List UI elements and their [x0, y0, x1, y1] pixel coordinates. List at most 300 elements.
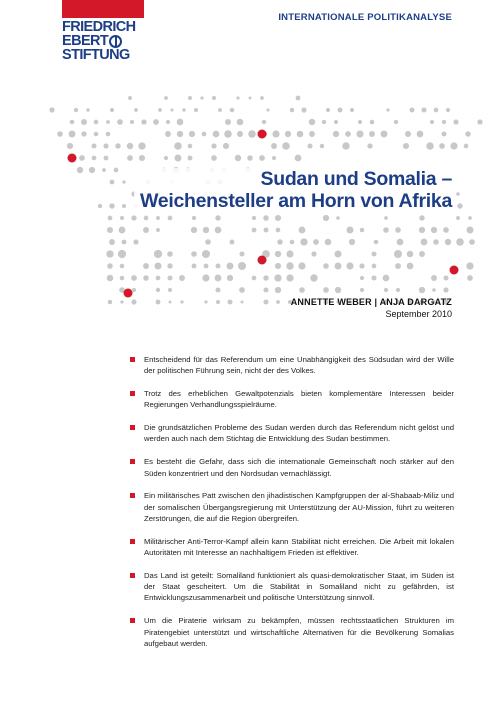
map-dot: [175, 155, 182, 162]
map-dot: [336, 216, 340, 220]
list-item-text: Militärischer Anti-Terror-Kampf allein kann Stabilität nicht erreichen. Die Arbeit mit lokalen Autoritäten mit Interesse an nachhaltigem Frieden ist effektiver.: [144, 536, 454, 558]
map-dot: [282, 142, 290, 150]
map-dot: [120, 264, 125, 269]
map-dot: [383, 227, 389, 233]
map-dot: [286, 250, 293, 257]
map-dot: [421, 107, 426, 112]
map-dot: [407, 263, 414, 270]
bullet-square-icon: [130, 459, 135, 464]
map-dot: [299, 287, 305, 293]
map-dot: [122, 180, 125, 183]
map-dot: [383, 275, 390, 282]
map-dot: [115, 143, 120, 148]
map-dot: [120, 276, 125, 281]
map-dot: [202, 132, 207, 137]
map-dot: [182, 108, 185, 111]
map-dot: [384, 216, 388, 220]
map-dot: [133, 239, 138, 244]
map-dot: [276, 228, 281, 233]
map-dot: [403, 143, 409, 149]
map-dot: [144, 216, 149, 221]
map-dot: [371, 251, 376, 256]
map-dot: [156, 300, 161, 305]
map-dot: [164, 96, 168, 100]
map-dot: [426, 142, 434, 150]
map-dot: [216, 264, 221, 269]
map-dot: [446, 108, 450, 112]
map-dot: [227, 275, 233, 281]
map-dot: [108, 216, 113, 221]
list-item-text: Es besteht die Gefahr, dass sich die internationale Gemeinschaft noch stärker auf den Süden konzentriert und den Nordsudan vernachlässigt.: [144, 457, 454, 478]
map-dot: [433, 239, 439, 245]
map-dot: [239, 251, 244, 256]
list-item: [130, 456, 454, 479]
map-dot: [143, 263, 149, 269]
logo-line-3: STIFTUNG: [62, 47, 130, 63]
map-dot: [205, 239, 211, 245]
map-dot: [215, 275, 222, 282]
map-dot: [77, 167, 83, 173]
map-dot: [395, 227, 401, 233]
map-dot: [417, 131, 424, 138]
map-dot: [230, 240, 235, 245]
logo-red-bar: [62, 0, 144, 18]
map-dot: [110, 108, 114, 112]
list-item-text: Um die Piraterie wirksam zu bekämpfen, müssen rechtsstaatlichen Strukturen im Piratengebiet unterstützt und wirtschaftliche Alternativen für die Bevölkerung Somalias aufgebaut werden.: [144, 616, 454, 648]
map-dot: [227, 263, 234, 270]
map-dot: [276, 300, 280, 304]
map-dot: [70, 120, 75, 125]
map-dot: [92, 156, 97, 161]
map-dot: [216, 300, 220, 304]
map-dot: [410, 108, 415, 113]
map-dot: [350, 108, 354, 112]
map-dot: [442, 132, 447, 137]
map-dot: [238, 262, 246, 270]
map-dot: [164, 156, 168, 160]
series-label: INTERNATIONALE POLITIKANALYSE: [278, 12, 452, 23]
bullet-square-icon: [130, 357, 135, 362]
map-dot: [275, 263, 281, 269]
map-dot: [263, 215, 269, 221]
author-block: [291, 296, 452, 320]
map-dot: [456, 238, 464, 246]
page-title: [134, 168, 452, 212]
map-dot: [132, 288, 136, 292]
map-dot: [320, 144, 324, 148]
map-dot: [311, 251, 316, 256]
map-dot: [359, 263, 364, 268]
map-dot: [443, 227, 449, 233]
map-dot: [168, 288, 172, 292]
map-dot: [360, 228, 365, 233]
list-item: [130, 388, 454, 411]
logo-line-2: [62, 34, 152, 48]
map-dot: [467, 275, 473, 281]
map-dot: [394, 250, 402, 258]
map-dot: [108, 300, 112, 304]
map-dot: [386, 108, 389, 111]
map-dot: [102, 168, 106, 172]
map-dot: [168, 216, 173, 221]
map-dot: [131, 299, 136, 304]
map-dot: [325, 239, 332, 246]
map-dot: [131, 275, 137, 281]
map-dot: [372, 264, 377, 269]
map-dot: [104, 156, 109, 161]
map-dot: [272, 130, 279, 137]
map-dot: [167, 251, 173, 257]
map-dot: [143, 227, 149, 233]
map-dot: [156, 276, 161, 281]
map-dot: [192, 216, 196, 220]
map-dot: [57, 131, 63, 137]
map-dot: [334, 250, 341, 257]
map-dot: [369, 131, 375, 137]
map-dot: [174, 142, 182, 150]
map-dot: [106, 132, 111, 137]
map-dot: [134, 108, 138, 112]
map-dot: [191, 227, 197, 233]
map-dot: [396, 288, 400, 292]
map-dot: [266, 108, 269, 111]
map-dot: [298, 262, 305, 269]
map-dot: [477, 119, 482, 124]
map-dot: [335, 287, 341, 293]
map-dot: [81, 131, 86, 136]
map-dot: [275, 251, 281, 257]
map-dot: [419, 251, 425, 257]
map-dot: [277, 239, 283, 245]
list-item-text: Entscheidend für das Referendum um eine Unabhängigkeit des Südsudan wird der Wille der politischen Führung sein, nicht der des Volkes.: [144, 355, 454, 376]
map-dot: [191, 251, 197, 257]
logo-line-1: FRIEDRICH: [62, 19, 136, 35]
map-dot: [252, 216, 256, 220]
map-dot: [456, 192, 460, 196]
map-dot: [421, 239, 428, 246]
list-item: [130, 490, 454, 524]
map-dot: [371, 275, 376, 280]
map-dot: [103, 143, 108, 148]
map-dot: [286, 274, 293, 281]
map-dot: [189, 131, 195, 137]
map-dot: [114, 168, 119, 173]
map-dot: [153, 119, 159, 125]
map-dot: [349, 239, 355, 245]
map-dot: [211, 143, 216, 148]
map-dot: [356, 130, 363, 137]
map-dot: [156, 216, 160, 220]
map-dot: [119, 227, 126, 234]
map-highlight-dot: [258, 130, 267, 139]
map-dot: [249, 97, 252, 100]
map-dot: [237, 119, 244, 126]
map-dot: [299, 227, 306, 234]
map-dot: [141, 119, 146, 124]
map-dot: [263, 275, 268, 280]
map-dot: [128, 96, 132, 100]
map-dot: [240, 300, 243, 303]
map-dot: [120, 300, 123, 303]
map-dot: [260, 96, 264, 100]
map-dot: [86, 108, 90, 112]
map-dot: [274, 274, 281, 281]
map-dot: [247, 155, 253, 161]
map-highlight-dot: [124, 289, 133, 298]
map-dot: [122, 204, 126, 208]
map-dot: [445, 239, 451, 245]
map-dot: [122, 240, 127, 245]
map-dot: [397, 239, 404, 246]
map-dot: [259, 155, 265, 161]
bullet-square-icon: [130, 391, 135, 396]
map-dot: [252, 276, 257, 281]
map-dot: [154, 250, 162, 258]
map-dot: [334, 120, 338, 124]
logo-line-2-text: EBERT: [62, 33, 109, 49]
map-dot: [395, 263, 401, 269]
map-dot: [326, 108, 330, 112]
map-dot: [300, 238, 307, 245]
list-item-text: Ein militärisches Patt zwischen den jihadistischen Kampfgruppen der al-Shabaab-Miliz und der somalischen Übergangsregierung mit Unterstützung der AU-Mission, führt zu weiteren Zerstörungen, die auf die Region übergreifen.: [144, 491, 454, 523]
map-dot: [106, 250, 113, 257]
map-dot: [49, 107, 54, 112]
map-dot: [188, 156, 193, 161]
map-dot: [211, 155, 217, 161]
map-dot: [215, 215, 220, 220]
map-dot: [194, 108, 198, 112]
map-dot: [333, 131, 339, 137]
map-dot: [200, 96, 203, 99]
fes-logo: [62, 20, 152, 62]
map-dot: [450, 142, 457, 149]
map-dot: [188, 96, 192, 100]
map-dot: [131, 215, 136, 220]
bullet-square-icon: [130, 573, 135, 578]
title-line-2: Weichensteller am Horn von Afrika: [140, 190, 452, 212]
map-dot: [264, 228, 269, 233]
summary-list: [130, 354, 454, 661]
map-dot: [166, 120, 170, 124]
list-item-text: Die grundsätzlichen Probleme des Sudan werden durch das Referendum nicht gelöst und werden auch nach dem Stichtag die Entwicklung des Sudan bestimmen.: [144, 423, 454, 444]
map-dot: [138, 142, 145, 149]
map-dot: [167, 275, 172, 280]
map-dot: [434, 108, 439, 113]
map-dot: [347, 227, 354, 234]
map-dot: [407, 251, 414, 258]
map-dot: [180, 300, 183, 303]
map-dot: [69, 131, 76, 138]
map-dot: [309, 119, 316, 126]
map-dot: [94, 120, 99, 125]
map-dot: [130, 120, 134, 124]
map-dot: [384, 288, 388, 292]
map-dot: [307, 143, 312, 148]
map-dot: [381, 131, 388, 138]
map-dot: [177, 119, 184, 126]
map-dot: [360, 276, 364, 280]
title-line-1: Sudan und Somalia –: [260, 168, 452, 190]
map-dot: [81, 119, 87, 125]
map-dot: [301, 107, 306, 112]
map-dot: [271, 143, 277, 149]
map-dot: [338, 108, 343, 113]
list-item-text: Das Land ist geteilt: Somaliland funktioniert als quasi-demokratischer Staat, im Süden ist der Staat gescheitert. Um die Stabilität in Somaliland nicht zu gefährden, ist Entwicklungszusammenarbeit und politische Unterstützung sinnvoll.: [144, 570, 454, 603]
map-dot: [456, 216, 460, 220]
map-dot: [323, 263, 329, 269]
map-dot: [188, 144, 193, 149]
map-dot: [236, 96, 239, 99]
map-dot: [109, 203, 114, 208]
map-dot: [98, 204, 102, 208]
map-dot: [218, 108, 222, 112]
map-dot: [225, 119, 231, 125]
map-dot: [107, 263, 113, 269]
map-dot: [192, 264, 197, 269]
map-dot: [158, 108, 162, 112]
map-dot: [143, 275, 149, 281]
map-dot: [107, 275, 114, 282]
map-dot: [322, 120, 326, 124]
map-dot: [432, 288, 436, 292]
map-dot: [92, 144, 97, 149]
map-dot: [204, 300, 207, 303]
map-dot: [419, 227, 425, 233]
map-dot: [285, 131, 291, 137]
map-dot: [177, 131, 183, 137]
bullet-square-icon: [130, 493, 135, 498]
map-dot: [275, 287, 281, 293]
map-dot: [179, 275, 185, 281]
map-dot: [345, 131, 351, 137]
map-dot: [367, 143, 372, 148]
map-dot: [109, 239, 115, 245]
map-dot: [310, 274, 317, 281]
map-highlight-dot: [450, 266, 459, 275]
map-dot: [346, 262, 353, 269]
map-dot: [335, 263, 342, 270]
map-dot: [297, 131, 304, 138]
map-dot: [110, 180, 115, 185]
list-item: [130, 536, 454, 559]
map-highlight-dot: [258, 256, 267, 265]
map-dot: [262, 120, 266, 124]
map-dot: [360, 288, 364, 292]
bullet-square-icon: [130, 618, 135, 623]
map-dot: [309, 131, 315, 137]
map-dot: [439, 143, 445, 149]
map-dot: [466, 226, 473, 233]
map-dot: [431, 227, 437, 233]
map-dot: [252, 228, 257, 233]
map-dot: [286, 262, 293, 269]
list-item-text: Trotz des erheblichen Gewaltpotenzials bieten komplementäre Interessen beider Regierungen Verhandlungsspielräume.: [144, 389, 454, 410]
map-dot: [204, 264, 209, 269]
map-dot: [248, 130, 256, 138]
map-dot: [202, 250, 210, 258]
map-dot: [120, 216, 124, 220]
publication-date: September 2010: [385, 309, 452, 319]
map-dot: [169, 301, 172, 304]
map-dot: [212, 96, 216, 100]
map-dot: [230, 108, 234, 112]
map-dot: [117, 119, 123, 125]
map-dot: [370, 120, 375, 125]
map-dot: [216, 288, 221, 293]
map-dot: [419, 215, 424, 220]
map-dot: [127, 155, 133, 161]
list-item: [130, 354, 454, 377]
map-dot: [215, 227, 222, 234]
map-dot: [94, 132, 99, 137]
map-dot: [374, 240, 379, 245]
map-dot: [466, 262, 473, 269]
map-dot: [237, 131, 243, 137]
map-dot: [224, 130, 232, 138]
list-item: [130, 422, 454, 445]
map-dot: [394, 120, 398, 124]
map-dot: [290, 240, 295, 245]
map-dot: [272, 156, 276, 160]
map-dot: [235, 155, 241, 161]
map-dot: [239, 287, 245, 293]
map-dot: [74, 108, 78, 112]
map-dot: [223, 143, 229, 149]
map-dot: [67, 143, 73, 149]
map-dot: [139, 155, 145, 161]
map-dot: [127, 143, 133, 149]
map-dot: [405, 131, 411, 137]
bullet-square-icon: [130, 539, 135, 544]
map-dot: [465, 131, 470, 136]
map-dot: [213, 131, 220, 138]
map-dot: [295, 155, 302, 162]
map-dot: [275, 215, 281, 221]
map-dot: [263, 287, 268, 292]
map-dot: [431, 275, 437, 281]
map-dot: [469, 239, 475, 245]
map-dot: [107, 227, 113, 233]
map-dot: [79, 155, 85, 161]
map-dot: [118, 250, 126, 258]
map-dot: [468, 216, 472, 220]
map-dot: [290, 108, 295, 113]
map-dot: [442, 120, 446, 124]
map-dot: [457, 203, 462, 208]
map-dot: [156, 228, 160, 232]
map-dot: [89, 167, 95, 173]
map-dot: [156, 288, 160, 292]
map-dot: [228, 300, 233, 305]
map-dot: [443, 287, 448, 292]
map-dot: [203, 227, 209, 233]
author-names: ANNETTE WEBER | ANJA DARGATZ: [290, 297, 452, 307]
map-dot: [313, 239, 319, 245]
map-dot: [419, 287, 425, 293]
map-dot: [202, 274, 209, 281]
map-dot: [165, 131, 171, 137]
map-dot: [323, 215, 329, 221]
map-dot: [358, 120, 362, 124]
map-dot: [430, 120, 434, 124]
map-dot: [296, 96, 301, 101]
bullet-square-icon: [130, 425, 135, 430]
map-dot: [323, 287, 329, 293]
map-dot: [264, 300, 269, 305]
list-item: [130, 570, 454, 604]
map-dot: [167, 263, 172, 268]
logo-globe-icon: [109, 35, 122, 48]
